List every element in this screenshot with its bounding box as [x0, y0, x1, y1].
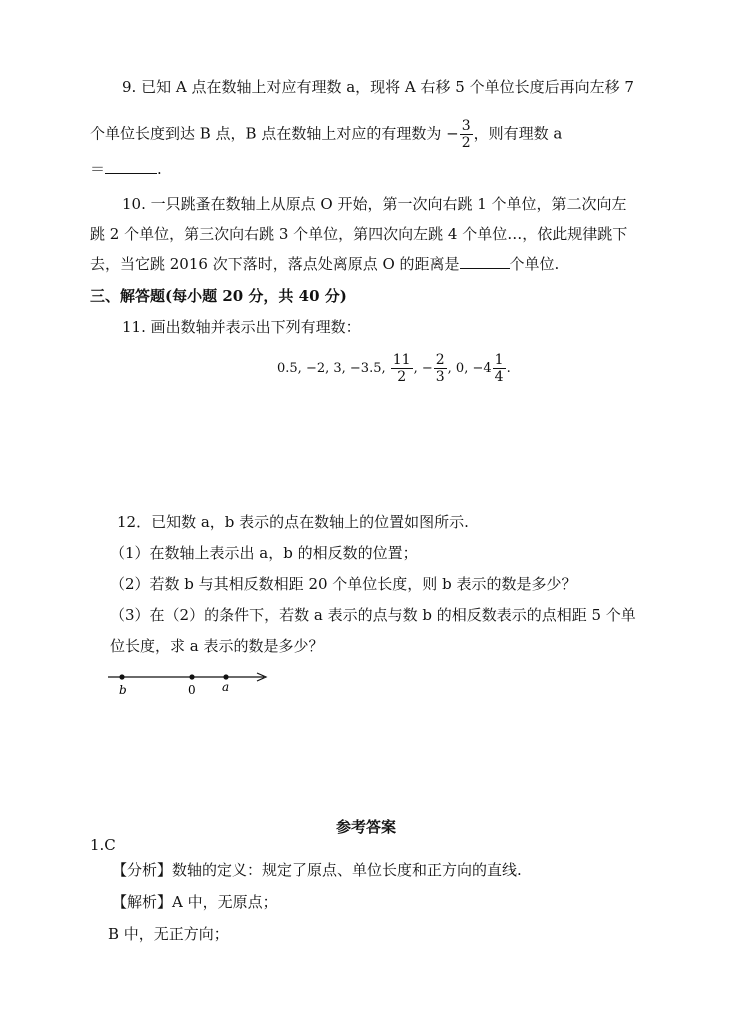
q12-part-3-cont: 位长度，求 a 表示的数是多少？: [110, 637, 324, 655]
q12-part-1: （1）在数轴上表示出 a，b 的相反数的位置；: [110, 544, 418, 562]
answer-item-1: 1.C: [90, 836, 116, 854]
q9-line-2-tail: ，则有理数 a: [473, 124, 563, 143]
q11-text: 11. 画出数轴并表示出下列有理数：: [122, 318, 361, 336]
label-zero: 0: [188, 683, 196, 697]
section-3-title: 三、解答题(每小题 20 分，共 40 分): [90, 287, 347, 305]
q12-part-2: （2）若数 b 与其相反数相距 20 个单位长度，则 b 表示的数是多少？: [110, 575, 577, 593]
fraction-denominator: 2: [461, 135, 471, 151]
fraction-numerator: 3: [461, 118, 471, 134]
separator: , 0, −4: [447, 361, 492, 376]
fraction-denominator: 4: [494, 369, 504, 385]
q11-numbers-start: 0.5, −2, 3, −3.5,: [277, 361, 386, 376]
label-b: b: [119, 683, 127, 697]
q9-line-1: 9. 已知 A 点在数轴上对应有理数 a，现将 A 右移 5 个单位长度后再向左移 7: [122, 78, 634, 96]
answer-solution: 【解析】A 中，无原点；: [112, 893, 278, 911]
separator: , −: [413, 361, 433, 376]
point-a: [223, 674, 228, 679]
q10-line-3-text: 去，当它跳 2016 次下落时，落点处离原点 O 的距离是: [90, 255, 460, 273]
fraction-denominator: 2: [397, 369, 407, 385]
q12-intro: 12．已知数 a，b 表示的点在数轴上的位置如图所示.: [117, 513, 469, 531]
period: .: [506, 361, 511, 376]
q10-line-3-tail: 个单位.: [509, 255, 560, 273]
q10-line-2: 跳 2 个单位，第三次向右跳 3 个单位，第四次向左跳 4 个单位…，依此规律跳下: [90, 225, 628, 243]
equals-sign: ＝: [90, 160, 106, 178]
point-b: [119, 674, 124, 679]
fraction-numerator: 1: [494, 352, 504, 368]
answer-analysis: 【分析】数轴的定义：规定了原点、单位长度和正方向的直线.: [112, 861, 522, 879]
q10-line-1: 10. 一只跳蚤在数轴上从原点 O 开始，第一次向右跳 1 个单位，第二次向左: [122, 195, 627, 213]
q12-part-3: （3）在（2）的条件下，若数 a 表示的点与数 b 的相反数表示的点相距 5 个单: [110, 606, 636, 624]
fraction-numerator: 11: [392, 352, 411, 368]
q9-line-2-text: 个单位长度到达 B 点，B 点在数轴上对应的有理数为 −: [90, 124, 459, 143]
answers-title: 参考答案: [336, 818, 397, 836]
label-a: a: [222, 680, 230, 694]
answer-b-line: B 中，无正方向；: [108, 925, 229, 943]
period: .: [157, 160, 162, 178]
fraction-numerator: 2: [435, 352, 445, 368]
fraction-denominator: 3: [435, 369, 445, 385]
point-zero: [189, 674, 194, 679]
